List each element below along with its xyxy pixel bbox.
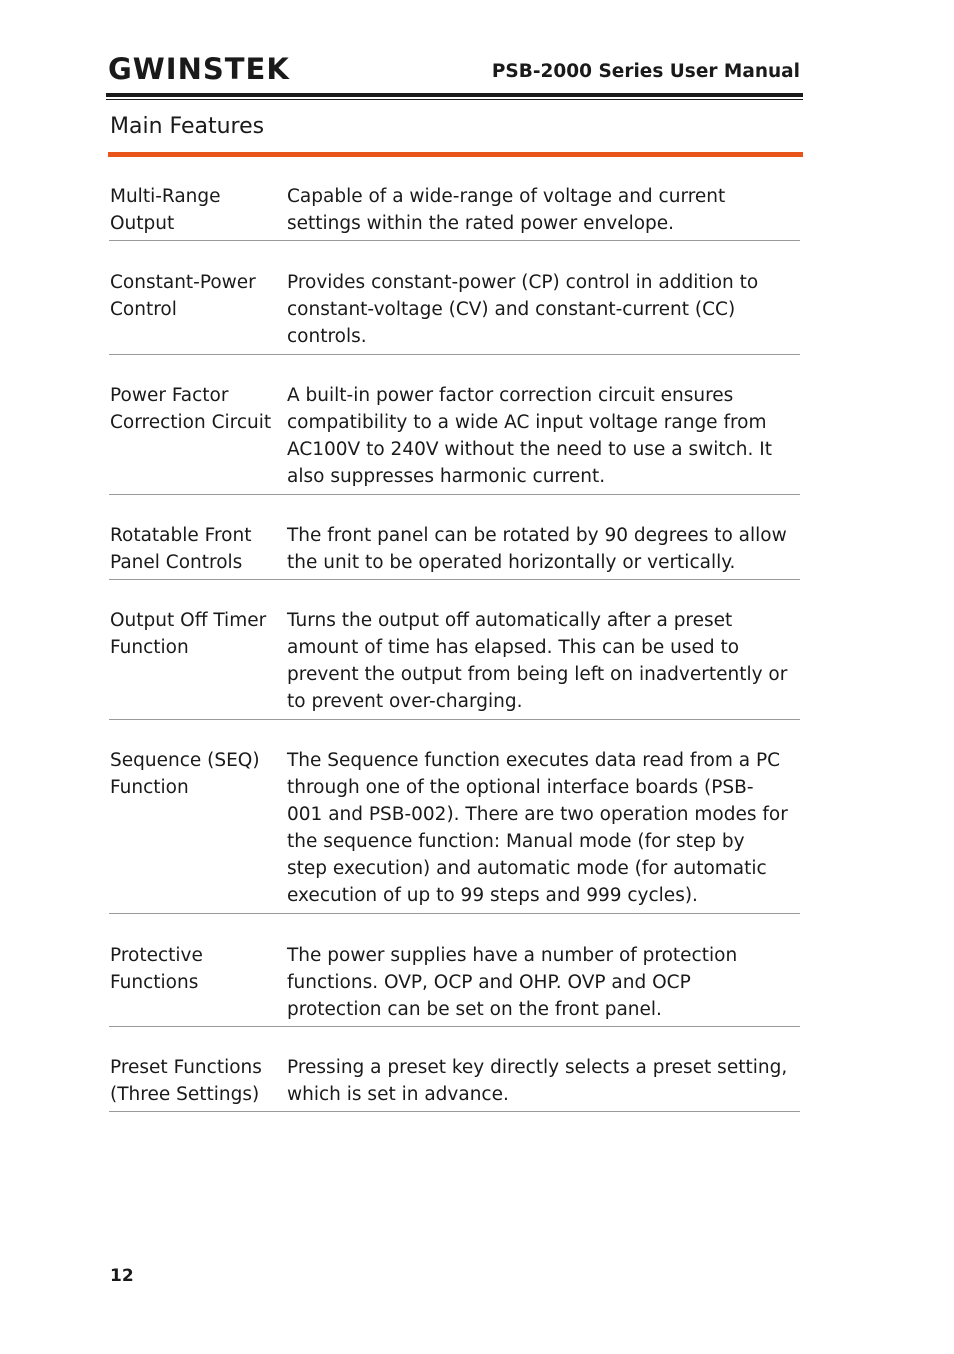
row-divider	[109, 1026, 800, 1027]
row-divider	[109, 1111, 800, 1112]
feature-description: Pressing a preset key directly selects a preset setting, which is set in advance.	[287, 1057, 788, 1105]
feature-term: Preset Functions (Three Settings)	[110, 1057, 262, 1105]
feature-term: Power Factor Correction Circuit	[110, 385, 272, 433]
row-divider	[109, 240, 800, 241]
row-divider	[109, 913, 800, 914]
feature-term: Protective Functions	[110, 945, 203, 993]
feature-term: Rotatable Front Panel Controls	[110, 525, 252, 573]
feature-description: Provides constant-power (CP) control in addition to constant-voltage (CV) and constant-current (CC) controls.	[287, 272, 759, 347]
feature-description: A built-in power factor correction circuit ensures compatibility to a wide AC input voltage range from AC100V to 240V without the need to use a switch. It also suppresses harmonic current.	[287, 385, 773, 487]
row-divider	[109, 719, 800, 720]
feature-description: The power supplies have a number of protection functions. OVP, OCP and OHP. OVP and OCP protection can be set on the front panel.	[287, 945, 738, 1020]
row-divider	[109, 494, 800, 495]
section-title: Main Features	[110, 114, 265, 139]
manual-title: PSB-2000 Series User Manual	[491, 61, 800, 82]
feature-term: Sequence (SEQ) Function	[110, 750, 260, 798]
feature-description: The front panel can be rotated by 90 degrees to allow the unit to be operated horizontally or vertically.	[287, 525, 787, 573]
feature-description: The Sequence function executes data read from a PC through one of the optional interface boards (PSB- 001 and PSB-002). There are two operation modes for the sequence function: Manual mode (for step by step execution) and automatic mode (for automatic execution of up to 99 steps and 999 cycles).	[287, 750, 788, 906]
header-rule-thin	[106, 99, 803, 100]
page-number: 12	[110, 1266, 134, 1286]
gwinstek-logo: GWINSTEK	[108, 52, 290, 86]
feature-term: Multi-Range Output	[110, 186, 221, 234]
section-accent-rule	[108, 152, 803, 157]
feature-term: Constant-Power Control	[110, 272, 256, 320]
row-divider	[109, 354, 800, 355]
page-header	[108, 52, 802, 98]
header-rule-thick	[106, 93, 803, 97]
feature-term: Output Off Timer Function	[110, 610, 267, 658]
row-divider	[109, 579, 800, 580]
feature-description: Turns the output off automatically after a preset amount of time has elapsed. This can be used to prevent the output from being left on inadvertently or to prevent over-charging.	[287, 610, 788, 712]
feature-description: Capable of a wide-range of voltage and current settings within the rated power envelope.	[287, 186, 726, 234]
